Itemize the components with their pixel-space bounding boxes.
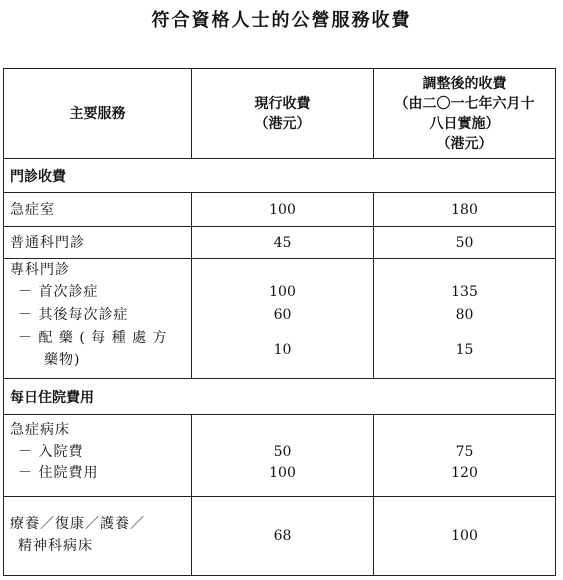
table-header-row <box>4 69 555 159</box>
section-heading-inpatient: 每日住院費用 <box>4 379 555 415</box>
current-fee-value: 10 <box>273 342 292 358</box>
row-label: 專科門診 <box>10 262 70 278</box>
row-sublabel: － 配 藥 ( 每 種 處 方 <box>18 330 168 346</box>
row-sublabel: 藥物) <box>44 352 81 368</box>
adjusted-fee-value: 80 <box>455 307 474 323</box>
table-row <box>4 259 555 379</box>
row-sublabel: － 其後每次診症 <box>18 307 129 323</box>
header-current-fee: 現行收費 （港元） <box>191 69 373 158</box>
current-fee-value: 100 <box>269 202 296 218</box>
adjusted-fee-value: 180 <box>451 202 478 218</box>
adjusted-fee-value: 135 <box>451 284 478 300</box>
adjusted-fee-value: 15 <box>455 342 474 358</box>
table-row <box>4 415 555 497</box>
current-fee-value: 100 <box>269 284 296 300</box>
adjusted-fee-value: 50 <box>455 235 474 251</box>
table-row <box>4 497 555 575</box>
adjusted-fee-value: 100 <box>451 528 478 544</box>
row-label: 療養／復康／護養／ <box>10 516 145 532</box>
row-label: 普通科門診 <box>10 235 85 251</box>
row-label: 急症室 <box>10 202 55 218</box>
current-fee-value: 68 <box>273 528 292 544</box>
section-heading-outpatient: 門診收費 <box>4 159 555 193</box>
current-fee-value: 100 <box>269 465 296 481</box>
header-main-service: 主要服務 <box>69 105 126 122</box>
table-row <box>4 193 555 227</box>
table-row <box>4 227 555 259</box>
row-sublabel: － 首次診症 <box>18 284 99 300</box>
row-label-continued: 精神科病床 <box>18 538 93 554</box>
fee-table <box>3 68 556 576</box>
current-fee-value: 45 <box>273 235 292 251</box>
header-adjusted-fee: 調整後的收費 （由二〇一七年六月十 八日實施） （港元） <box>373 69 555 158</box>
adjusted-fee-value: 75 <box>455 444 474 460</box>
row-sublabel: － 住院費用 <box>18 465 99 481</box>
row-label: 急症病床 <box>10 422 70 438</box>
current-fee-value: 60 <box>273 307 292 323</box>
current-fee-value: 50 <box>273 444 292 460</box>
document-title: 符合資格人士的公營服務收費 <box>151 10 412 31</box>
row-sublabel: － 入院費 <box>18 444 84 460</box>
adjusted-fee-value: 120 <box>451 465 478 481</box>
